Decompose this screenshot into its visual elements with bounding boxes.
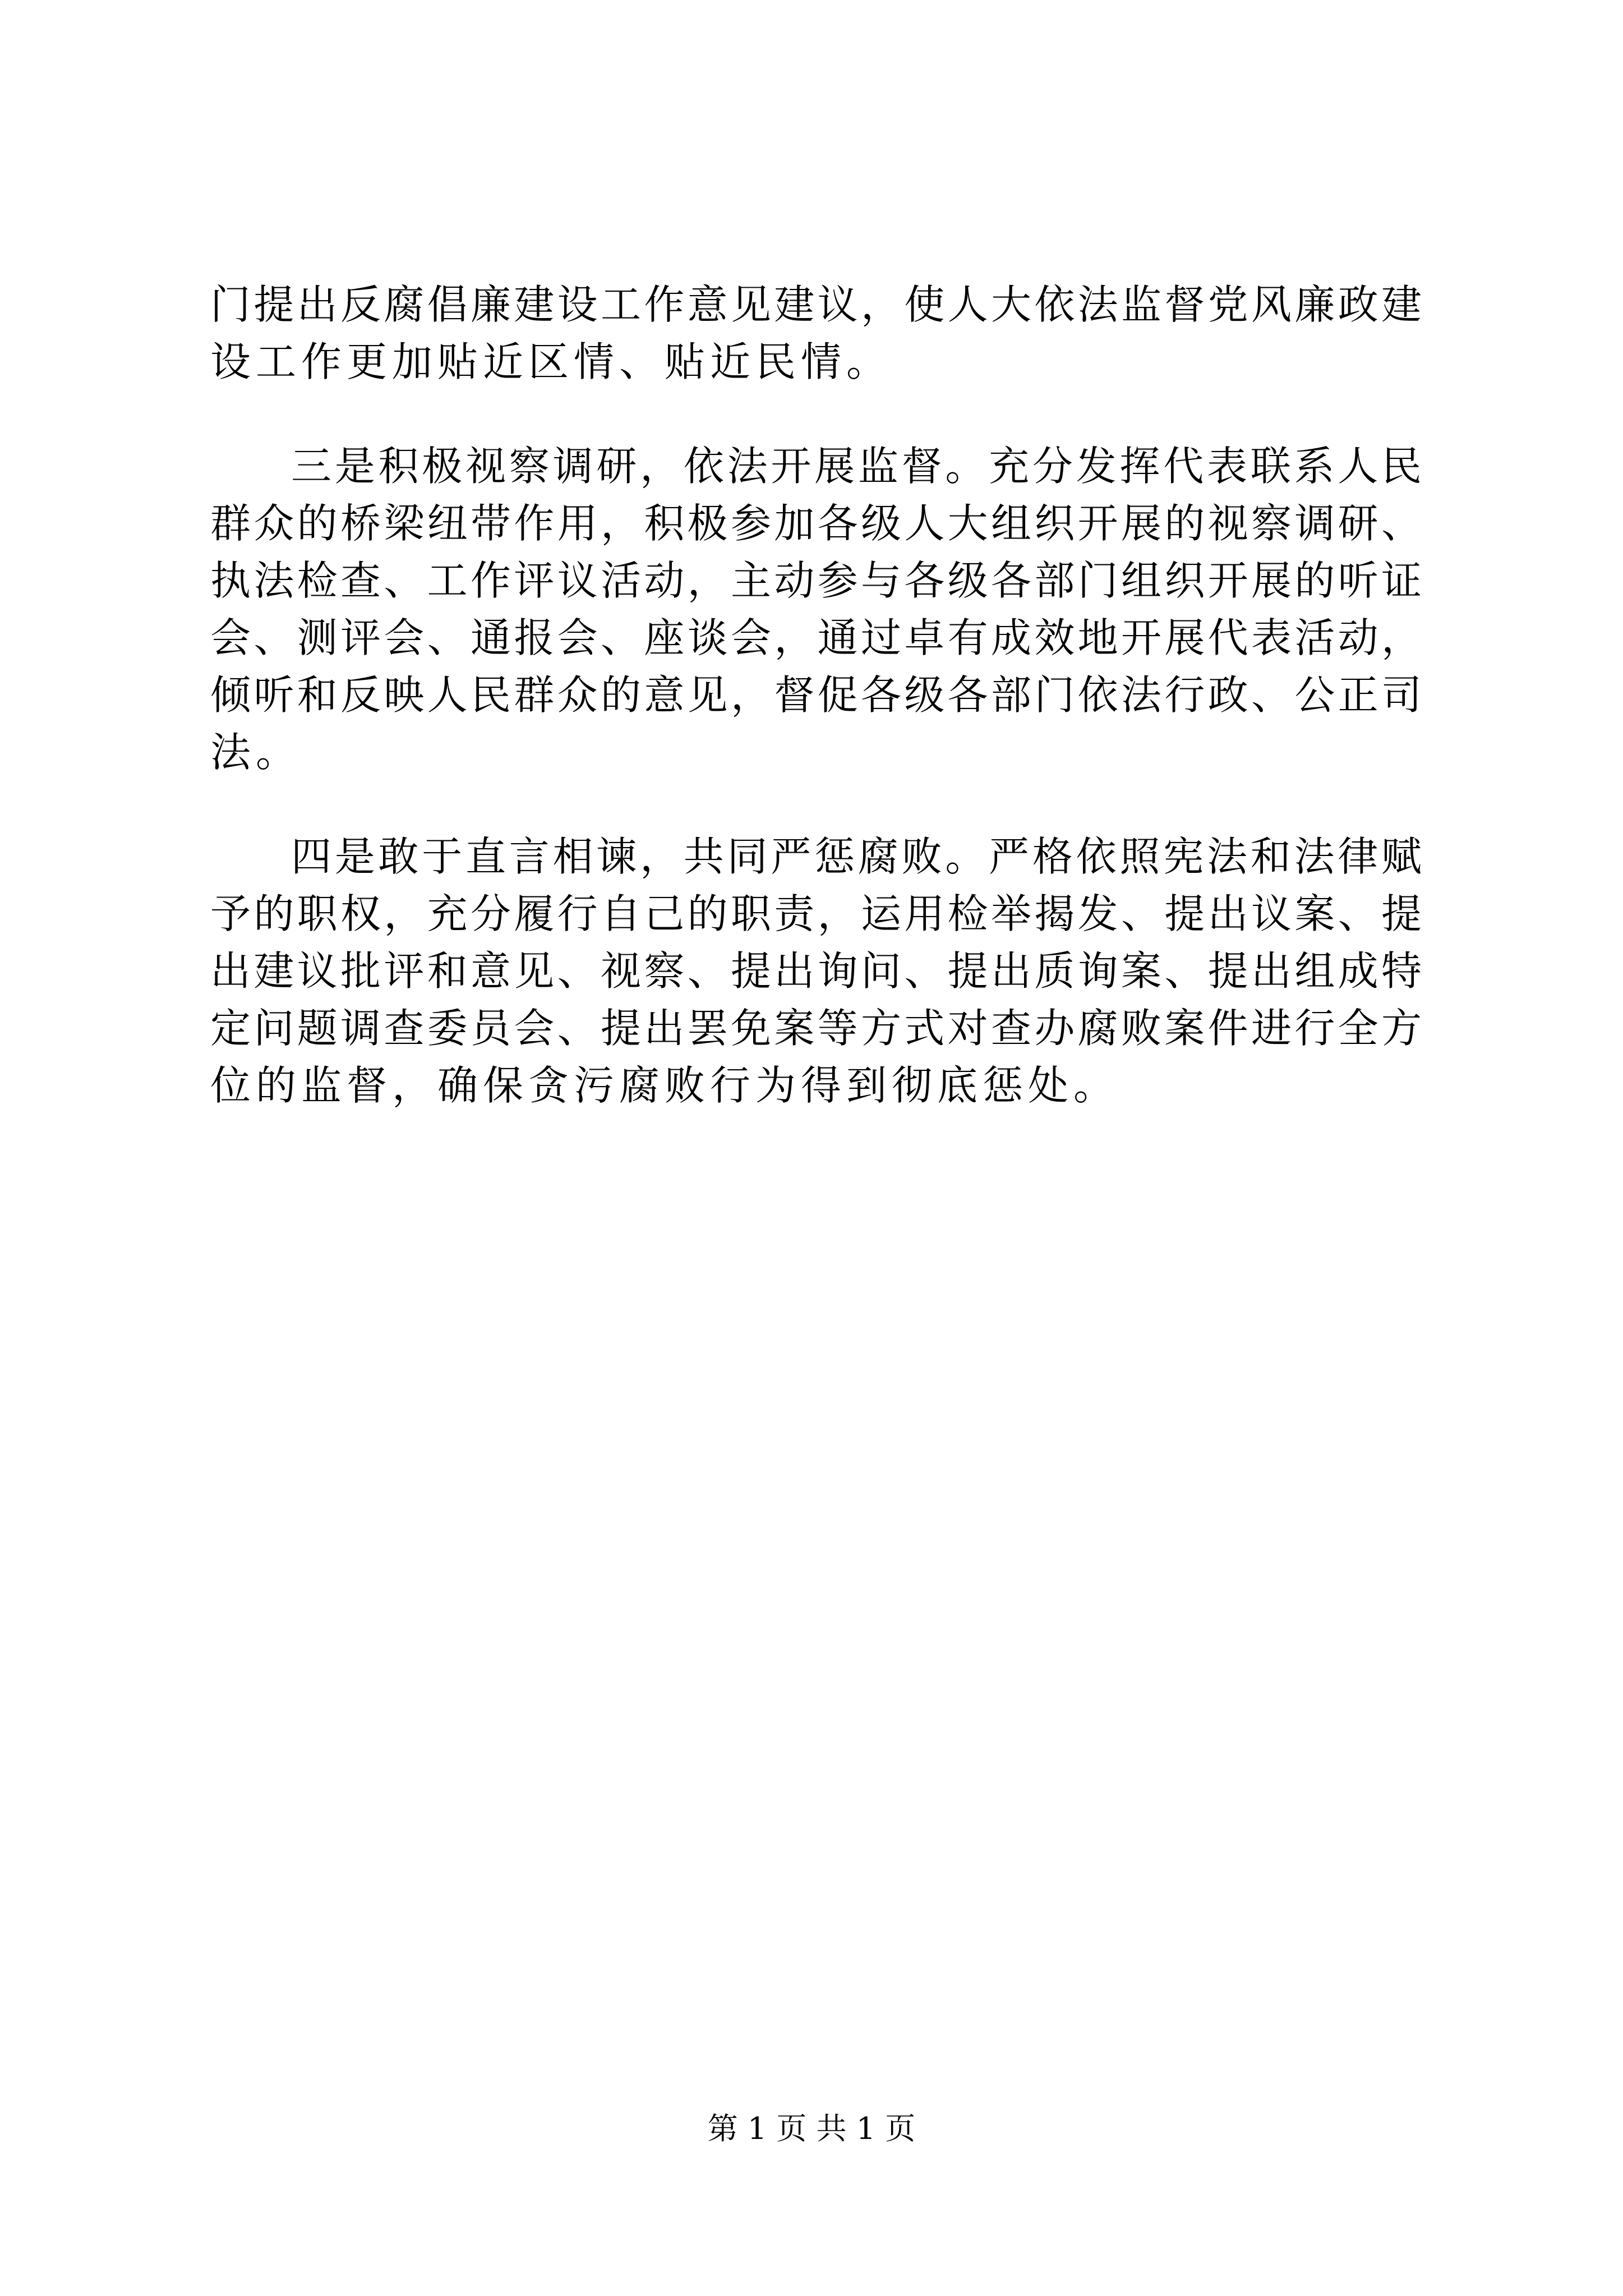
document-body xyxy=(210,276,1422,1114)
text-line: 会、测评会、通报会、座谈会，通过卓有成效地开展代表活动， xyxy=(210,614,1422,661)
text-line: 三是积极视察调研，依法开展监督。充分发挥代表联系人民 xyxy=(291,443,1422,490)
paragraph-gap xyxy=(210,390,1422,438)
text-line: 设工作更加贴近区情、贴近民情。 xyxy=(210,338,892,385)
text-line: 定问题调查委员会、提出罢免案等方式对查办腐败案件进行全方 xyxy=(210,1005,1422,1052)
text-line: 执法检查、工作评议活动，主动参与各级各部门组织开展的听证 xyxy=(210,557,1422,604)
text-line: 门提出反腐倡廉建设工作意见建议，使人大依法监督党风廉政建 xyxy=(210,281,1422,328)
text-line: 出建议批评和意见、视察、提出询问、提出质询案、提出组成特 xyxy=(210,947,1422,995)
paragraph-gap xyxy=(210,781,1422,828)
text-line: 群众的桥梁纽带作用，积极参加各级人大组织开展的视察调研、 xyxy=(210,500,1422,547)
text-line: 予的职权，充分履行自己的职责，运用检举揭发、提出议案、提 xyxy=(210,890,1422,937)
page-number-footer: 第 1 页 共 1 页 xyxy=(707,2111,916,2146)
text-line: 四是敢于直言相谏，共同严惩腐败。严格依照宪法和法律赋 xyxy=(291,833,1422,880)
text-line: 法。 xyxy=(210,729,302,776)
text-line: 位的监督，确保贪污腐败行为得到彻底惩处。 xyxy=(210,1062,1119,1109)
text-line: 倾听和反映人民群众的意见，督促各级各部门依法行政、公正司 xyxy=(210,671,1422,719)
